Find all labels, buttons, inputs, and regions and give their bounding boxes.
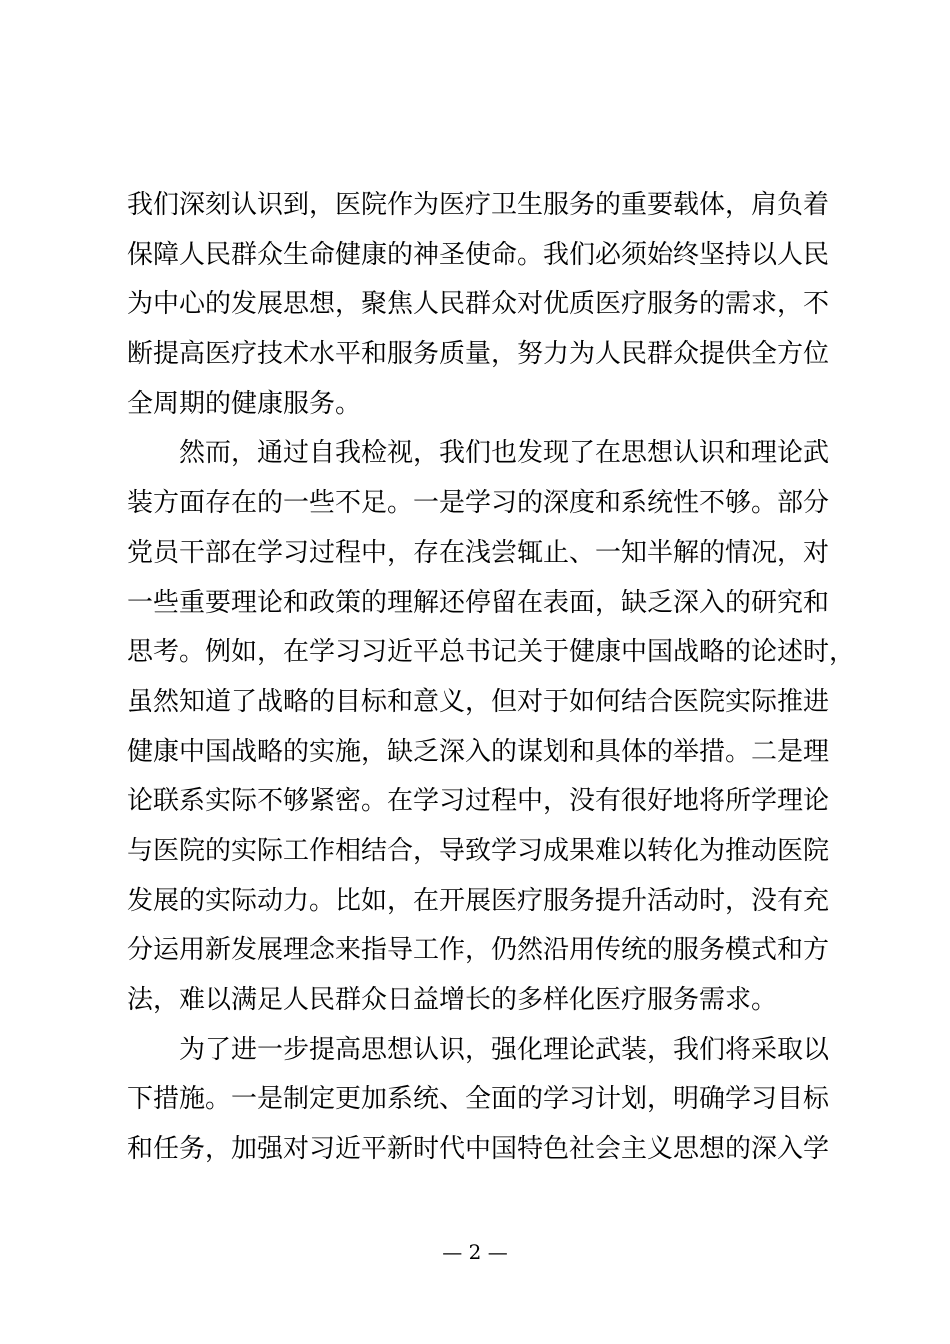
text-line: 保障人民群众生命健康的神圣使命。我们必须始终坚持以人民: [127, 239, 830, 270]
text-line: 下措施。一是制定更加系统、全面的学习计划，明确学习目标: [127, 1084, 830, 1115]
text-line: 我们深刻认识到，医院作为医疗卫生服务的重要载体，肩负着: [127, 190, 830, 220]
text-line: 虽然知道了战略的目标和意义，但对于如何结合医院实际推进: [127, 686, 830, 717]
text-line: 然而，通过自我检视，我们也发现了在思想认识和理论武: [179, 438, 830, 469]
text-line: 论联系实际不够紧密。在学习过程中，没有很好地将所学理论: [127, 786, 830, 817]
text-line: 和任务，加强对习近平新时代中国特色社会主义思想的深入学: [127, 1134, 830, 1165]
text-line: 思考。例如，在学习习近平总书记关于健康中国战略的论述时，: [127, 637, 856, 668]
text-line: 分运用新发展理念来指导工作，仍然沿用传统的服务模式和方: [127, 935, 830, 966]
text-line: 为了进一步提高思想认识，强化理论武装，我们将采取以: [179, 1034, 830, 1065]
paragraph-2: [127, 429, 856, 1025]
text-line: 党员干部在学习过程中，存在浅尝辄止、一知半解的情况，对: [127, 537, 830, 568]
paragraph-3: [127, 1026, 833, 1175]
text-line: 装方面存在的一些不足。一是学习的深度和系统性不够。部分: [127, 488, 830, 519]
paragraph-1: [127, 181, 833, 429]
text-line: 断提高医疗技术水平和服务质量，努力为人民群众提供全方位: [127, 339, 830, 370]
text-line: 发展的实际动力。比如，在开展医疗服务提升活动时，没有充: [127, 885, 830, 916]
page-number: — 2 —: [442, 1240, 508, 1264]
text-line: 一些重要理论和政策的理解还停留在表面，缺乏深入的研究和: [127, 587, 830, 618]
text-line: 为中心的发展思想，聚焦人民群众对优质医疗服务的需求，不: [127, 289, 830, 320]
document-body: [127, 181, 856, 1175]
text-line: 法，难以满足人民群众日益增长的多样化医疗服务需求。: [127, 985, 778, 1015]
text-line: 全周期的健康服务。: [127, 388, 362, 419]
text-line: 与医院的实际工作相结合，导致学习成果难以转化为推动医院: [127, 835, 830, 866]
text-line: 健康中国战略的实施，缺乏深入的谋划和具体的举措。二是理: [127, 736, 830, 767]
